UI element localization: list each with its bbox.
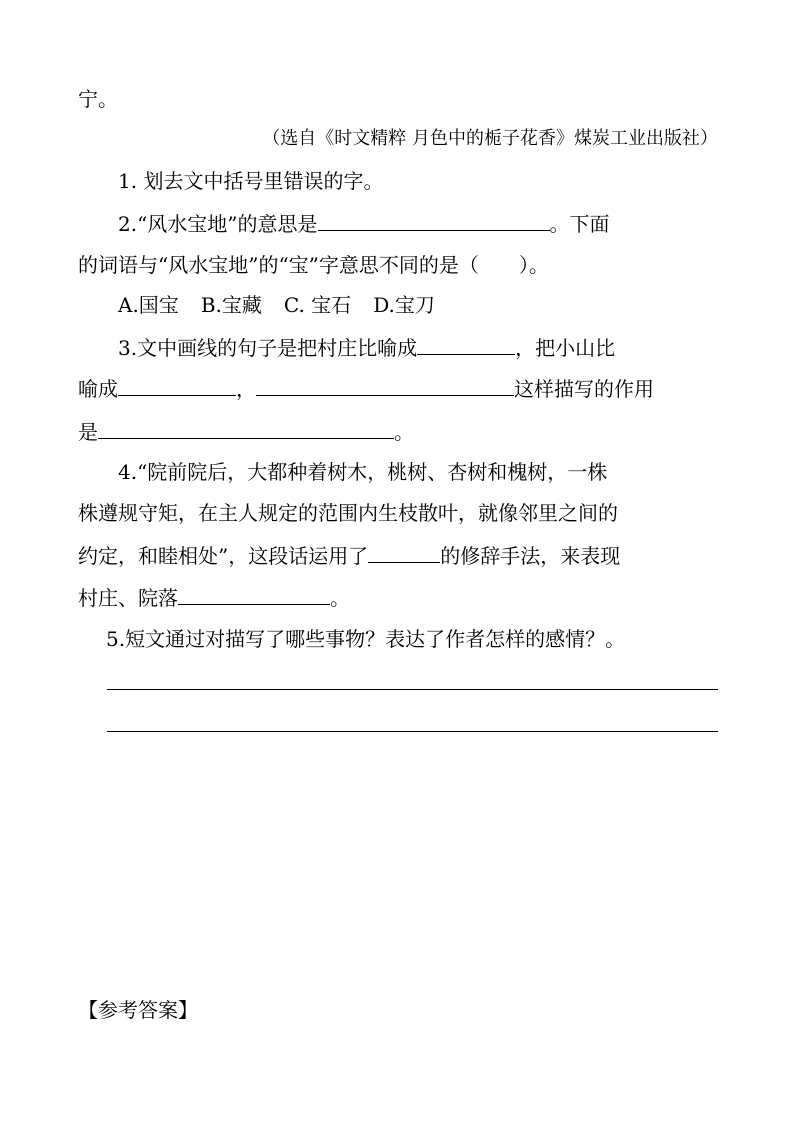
question-4-line-b (78, 498, 718, 528)
answer-blank[interactable] (256, 373, 514, 396)
question-3-text-end: ，把小山比 (515, 336, 616, 360)
question-3-comma: ， (236, 377, 256, 401)
answer-blank[interactable] (368, 540, 440, 563)
question-4-text: 村庄、院落 (78, 586, 178, 610)
option-d[interactable]: D.宝刀 (373, 293, 435, 317)
answer-blank[interactable] (98, 416, 394, 439)
question-5-text: 5.短文通过对描写了哪些事物？表达了作者怎样的感情？。 (106, 627, 626, 651)
question-4-text-end: 。 (330, 586, 350, 610)
answer-blank[interactable] (318, 208, 550, 231)
question-3-text: 3.文中画线的句子是把村庄比喻成 (118, 336, 418, 360)
question-2-continued: 的词语与“风水宝地”的“宝”字意思不同的是（ ）。 (78, 253, 549, 277)
answer-writing-line[interactable] (107, 689, 718, 690)
question-1 (118, 166, 718, 196)
question-2-line-b (78, 250, 718, 280)
question-3-text: 喻成 (78, 377, 118, 401)
question-2-line-a (118, 208, 718, 239)
question-3-text-end: 。 (394, 420, 414, 444)
question-1-text: 1. 划去文中括号里错误的字。 (118, 169, 384, 193)
question-4-text-end: 的修辞手法，来表现 (440, 544, 621, 568)
answer-blank[interactable] (118, 373, 236, 396)
question-4-line-a (118, 457, 718, 487)
question-3-line-c (78, 416, 718, 447)
option-c[interactable]: C. 宝石 (283, 293, 352, 317)
question-2-options (118, 290, 718, 320)
source-text: （选自《时文精粹 月色中的栀子花香》煤炭工业出版社） (262, 128, 718, 149)
question-2-text: 2.“风水宝地”的意思是 (118, 212, 318, 236)
text-fragment: 宁。 (78, 87, 118, 111)
option-a[interactable]: A.国宝 (118, 293, 179, 317)
question-3-line-a (118, 332, 718, 363)
answer-blank[interactable] (178, 582, 330, 605)
answer-heading-text: 【参考答案】 (78, 998, 198, 1022)
question-4-line-d (78, 582, 718, 613)
question-3-text: 是 (78, 420, 98, 444)
question-4-text: 4.“院前院后，大都种着树木，桃树、杏树和槐树，一株 (118, 460, 608, 484)
question-4-text: 约定，和睦相处”，这段话运用了 (78, 544, 369, 568)
question-3-text-end: 这样描写的作用 (514, 377, 654, 401)
question-2-text-end: 。下面 (549, 212, 610, 236)
answer-writing-line[interactable] (107, 731, 718, 732)
answer-heading (78, 995, 718, 1025)
option-b[interactable]: B.宝藏 (200, 293, 262, 317)
question-4-text: 株遵规守矩，在主人规定的范围内生枝散叶，就像邻里之间的 (78, 501, 618, 525)
text-line-1 (78, 84, 718, 114)
answer-blank[interactable] (417, 332, 515, 355)
question-5 (106, 624, 718, 654)
question-3-line-b (78, 373, 718, 404)
source-citation (130, 124, 718, 154)
question-4-line-c (78, 540, 718, 571)
